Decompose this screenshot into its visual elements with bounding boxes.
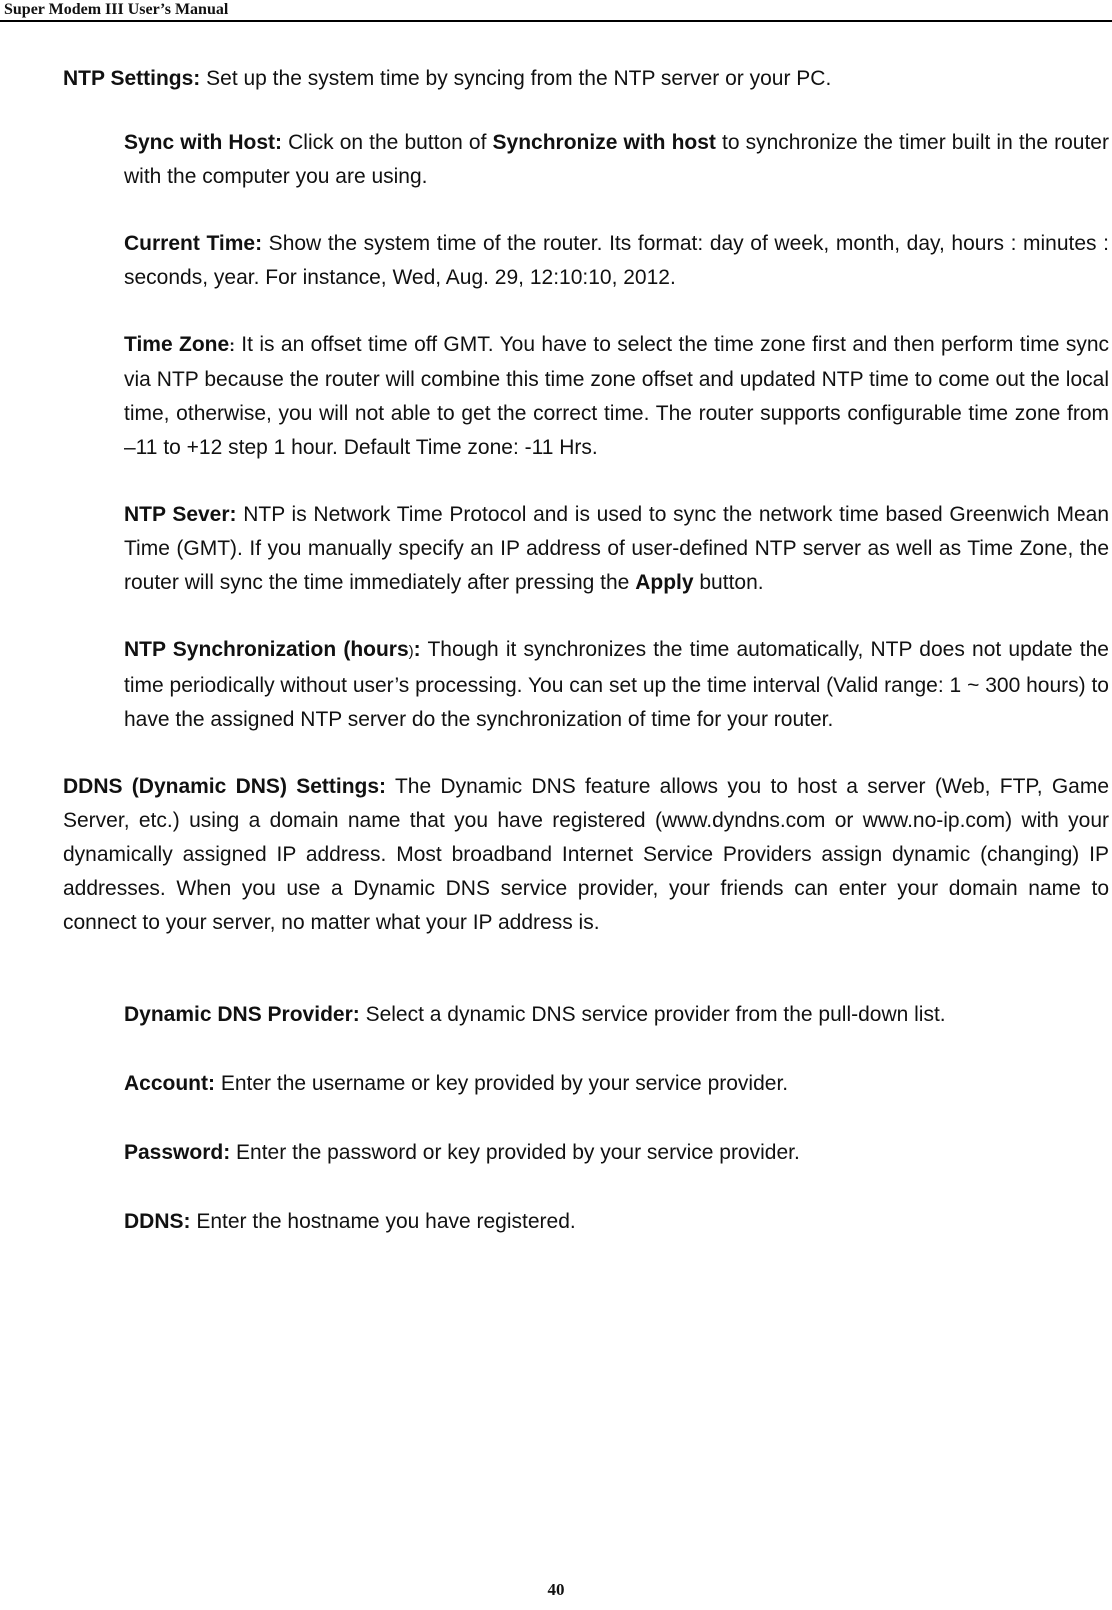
time-zone-paragraph: Time Zone: It is an offset time off GMT. You have to select the time zone first and then perform time sync via NTP because the router will combine this time zone offset and updated NTP time to come out the local time, otherwise, you will not able to get the correct time. The router supports configurable time zone from –11 to +12 step 1 hour. Default Time zone: -11 Hrs.: [124, 333, 1109, 459]
ntp-server-term: NTP Sever:: [124, 503, 237, 526]
ntp-synchronization-term: NTP Synchronization (hours: [124, 638, 409, 661]
account-paragraph: Account: Enter the username or key provided by your service provider.: [124, 1072, 789, 1095]
account-term: Account:: [124, 1072, 215, 1095]
ntp-settings-paragraph: NTP Settings: Set up the system time by syncing from the NTP server or your PC.: [63, 67, 832, 90]
password-paragraph: Password: Enter the password or key provided by your service provider.: [124, 1141, 800, 1164]
ddns-provider-term: Dynamic DNS Provider:: [124, 1003, 360, 1026]
sync-with-host-term: Sync with Host:: [124, 131, 283, 154]
current-time-term: Current Time:: [124, 232, 263, 255]
ddns-settings-heading: DDNS (Dynamic DNS) Settings:: [63, 775, 387, 798]
document-body: [63, 62, 1109, 1239]
sync-with-host-paragraph: Sync with Host: Click on the button of Synchronize with host to synchronize the timer built in the router with the computer you are using.: [124, 131, 1109, 188]
page-number: 40: [547, 1580, 565, 1599]
password-term: Password:: [124, 1141, 231, 1164]
ddns-provider-paragraph: Dynamic DNS Provider: Select a dynamic DNS service provider from the pull-down list.: [124, 1003, 946, 1026]
current-time-paragraph: Current Time: Show the system time of the router. Its format: day of week, month, day, hours : minutes : seconds, year. For instance, Wed, Aug. 29, 12:10:10, 2012.: [124, 232, 1109, 289]
running-header: Super Modem III User’s Manual: [0, 0, 1112, 22]
ddns-hostname-term: DDNS:: [124, 1210, 191, 1233]
ntp-settings-heading: NTP Settings:: [63, 67, 201, 90]
ddns-hostname-paragraph: DDNS: Enter the hostname you have registered.: [124, 1210, 576, 1233]
time-zone-term: Time Zone: [124, 333, 230, 356]
ntp-server-paragraph: NTP Sever: NTP is Network Time Protocol and is used to sync the network time based Greenwich Mean Time (GMT). If you manually specify an IP address of user-defined NTP server as well as Time Zone, the router will sync the time immediately after pressing the Apply button.: [124, 503, 1109, 594]
ntp-synchronization-paragraph: NTP Synchronization (hours): Though it synchronizes the time automatically, NTP does not update the time periodically without user’s processing. You can set up the time interval (Valid range: 1 ~ 300 hours) to have the assigned NTP server do the synchronization of time for your router.: [124, 638, 1109, 731]
ddns-settings-paragraph: DDNS (Dynamic DNS) Settings: The Dynamic DNS feature allows you to host a server (Web, FTP, Game Server, etc.) using a domain name that you have registered (www.dyndns.com or www.no-ip.com) with your dynamically assigned IP address. Most broadband Internet Service Providers assign dynamic (changing) IP addresses. When you use a Dynamic DNS service provider, your friends can enter your domain name to connect to your server, no matter what your IP address is.: [63, 775, 1110, 934]
